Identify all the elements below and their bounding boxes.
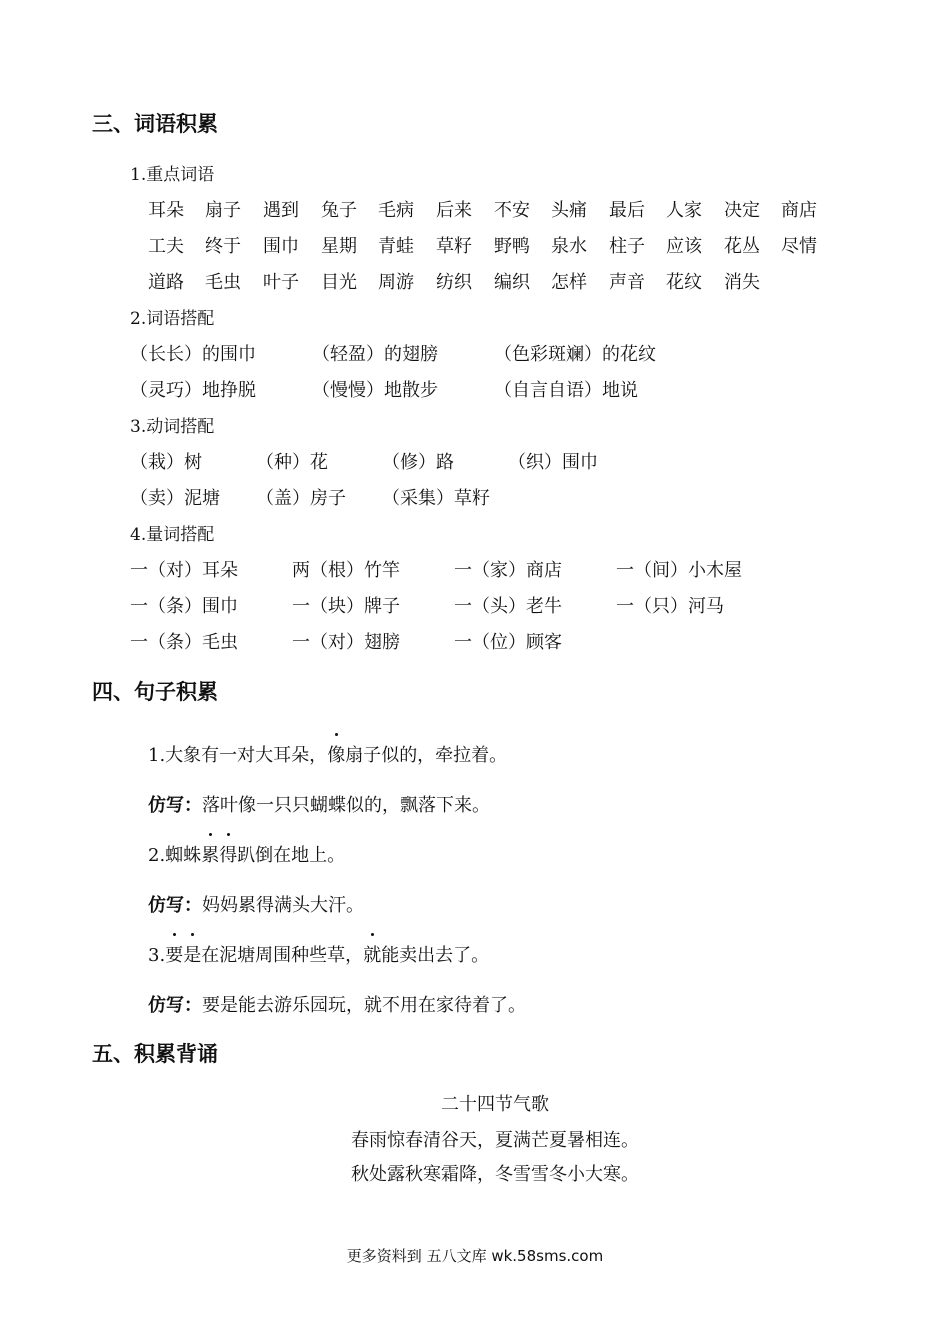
word-item: 不安	[494, 200, 530, 221]
word-item: 扇子	[205, 200, 241, 221]
word-item: 人家	[666, 200, 702, 221]
word-item: 终于	[205, 236, 241, 257]
word-item: 青蛙	[378, 236, 414, 257]
word-item: 一（只）河马	[616, 596, 724, 617]
word-item: 头痛	[551, 200, 587, 221]
word-item: 草籽	[436, 236, 472, 257]
word-item: 一（条）围巾	[130, 596, 238, 617]
imitation-2: 仿写：妈妈累得满头大汗。	[148, 895, 364, 916]
word-item: 一（头）老牛	[454, 596, 562, 617]
word-item: 毛病	[378, 200, 414, 221]
word-item: 星期	[321, 236, 357, 257]
poem-line-2: 秋处露秋寒霜降，冬雪雪冬小大寒。	[351, 1164, 639, 1185]
word-item: 尽情	[781, 236, 817, 257]
subsection-title-verb-pairing: 3.动词搭配	[130, 417, 215, 437]
word-item: 一（对）耳朵	[130, 560, 238, 581]
word-item: 道路	[148, 272, 184, 293]
word-item: 声音	[609, 272, 645, 293]
word-item: （自言自语）地说	[494, 380, 638, 401]
imitation-1: 仿写：落叶像一只只蝴蝶似的，飘落下来。	[148, 795, 490, 816]
word-item: 最后	[609, 200, 645, 221]
subsection-title-word-pairing: 2.词语搭配	[130, 309, 215, 329]
word-item: 花丛	[724, 236, 760, 257]
imitation-3: 仿写：要是能去游乐园玩，就不用在家待着了。	[148, 995, 526, 1016]
word-item: （慢慢）地散步	[312, 380, 438, 401]
word-item: （灵巧）地挣脱	[130, 380, 256, 401]
subsection-title-key-words: 1.重点词语	[130, 165, 215, 185]
word-item: 兔子	[321, 200, 357, 221]
word-item: （修）路	[382, 452, 454, 473]
word-item: 纺织	[436, 272, 472, 293]
sentence-2: 2.蜘蛛累得趴倒在地上。	[148, 841, 345, 867]
word-item: （长长）的围巾	[130, 344, 256, 365]
word-item: 一（对）翅膀	[292, 632, 400, 653]
word-item: 怎样	[551, 272, 587, 293]
word-item: 花纹	[666, 272, 702, 293]
word-item: 两（根）竹竿	[292, 560, 400, 581]
word-item: 目光	[321, 272, 357, 293]
word-item: 遇到	[263, 200, 299, 221]
word-item: 围巾	[263, 236, 299, 257]
word-item: 商店	[781, 200, 817, 221]
word-item: （卖）泥塘	[130, 488, 220, 509]
word-item: 一（间）小木屋	[616, 560, 742, 581]
section-heading-recitation: 五、积累背诵	[92, 1042, 218, 1066]
word-item: （织）围巾	[508, 452, 598, 473]
section-heading-vocabulary: 三、词语积累	[92, 112, 218, 136]
word-item: 工夫	[148, 236, 184, 257]
section-heading-sentences: 四、句子积累	[92, 680, 218, 704]
poem-line-1: 春雨惊春清谷天，夏满芒夏暑相连。	[351, 1130, 639, 1151]
word-item: 一（家）商店	[454, 560, 562, 581]
word-item: 一（块）牌子	[292, 596, 400, 617]
word-item: 决定	[724, 200, 760, 221]
poem-title: 二十四节气歌	[441, 1094, 549, 1115]
word-item: 后来	[436, 200, 472, 221]
word-item: 叶子	[263, 272, 299, 293]
word-item: 应该	[666, 236, 702, 257]
sentence-1: 1.大象有一对大耳朵，像扇子似的，牵拉着。	[148, 741, 507, 767]
word-item: 泉水	[551, 236, 587, 257]
word-item: （轻盈）的翅膀	[312, 344, 438, 365]
word-item: （种）花	[256, 452, 328, 473]
word-item: （色彩斑斓）的花纹	[494, 344, 656, 365]
word-item: 消失	[724, 272, 760, 293]
word-item: （采集）草籽	[382, 488, 490, 509]
word-item: 周游	[378, 272, 414, 293]
word-item: 编织	[494, 272, 530, 293]
subsection-title-measure-words: 4.量词搭配	[130, 525, 215, 545]
word-item: 一（位）顾客	[454, 632, 562, 653]
footer-source: 更多资料到 五八文库 wk.58sms.com	[346, 1247, 604, 1265]
word-item: 一（条）毛虫	[130, 632, 238, 653]
word-item: 耳朵	[148, 200, 184, 221]
word-item: 毛虫	[205, 272, 241, 293]
word-item: （栽）树	[130, 452, 202, 473]
word-item: 柱子	[609, 236, 645, 257]
word-item: （盖）房子	[256, 488, 346, 509]
sentence-3: 3.要是在泥塘周围种些草，就能卖出去了。	[148, 941, 489, 967]
word-item: 野鸭	[494, 236, 530, 257]
